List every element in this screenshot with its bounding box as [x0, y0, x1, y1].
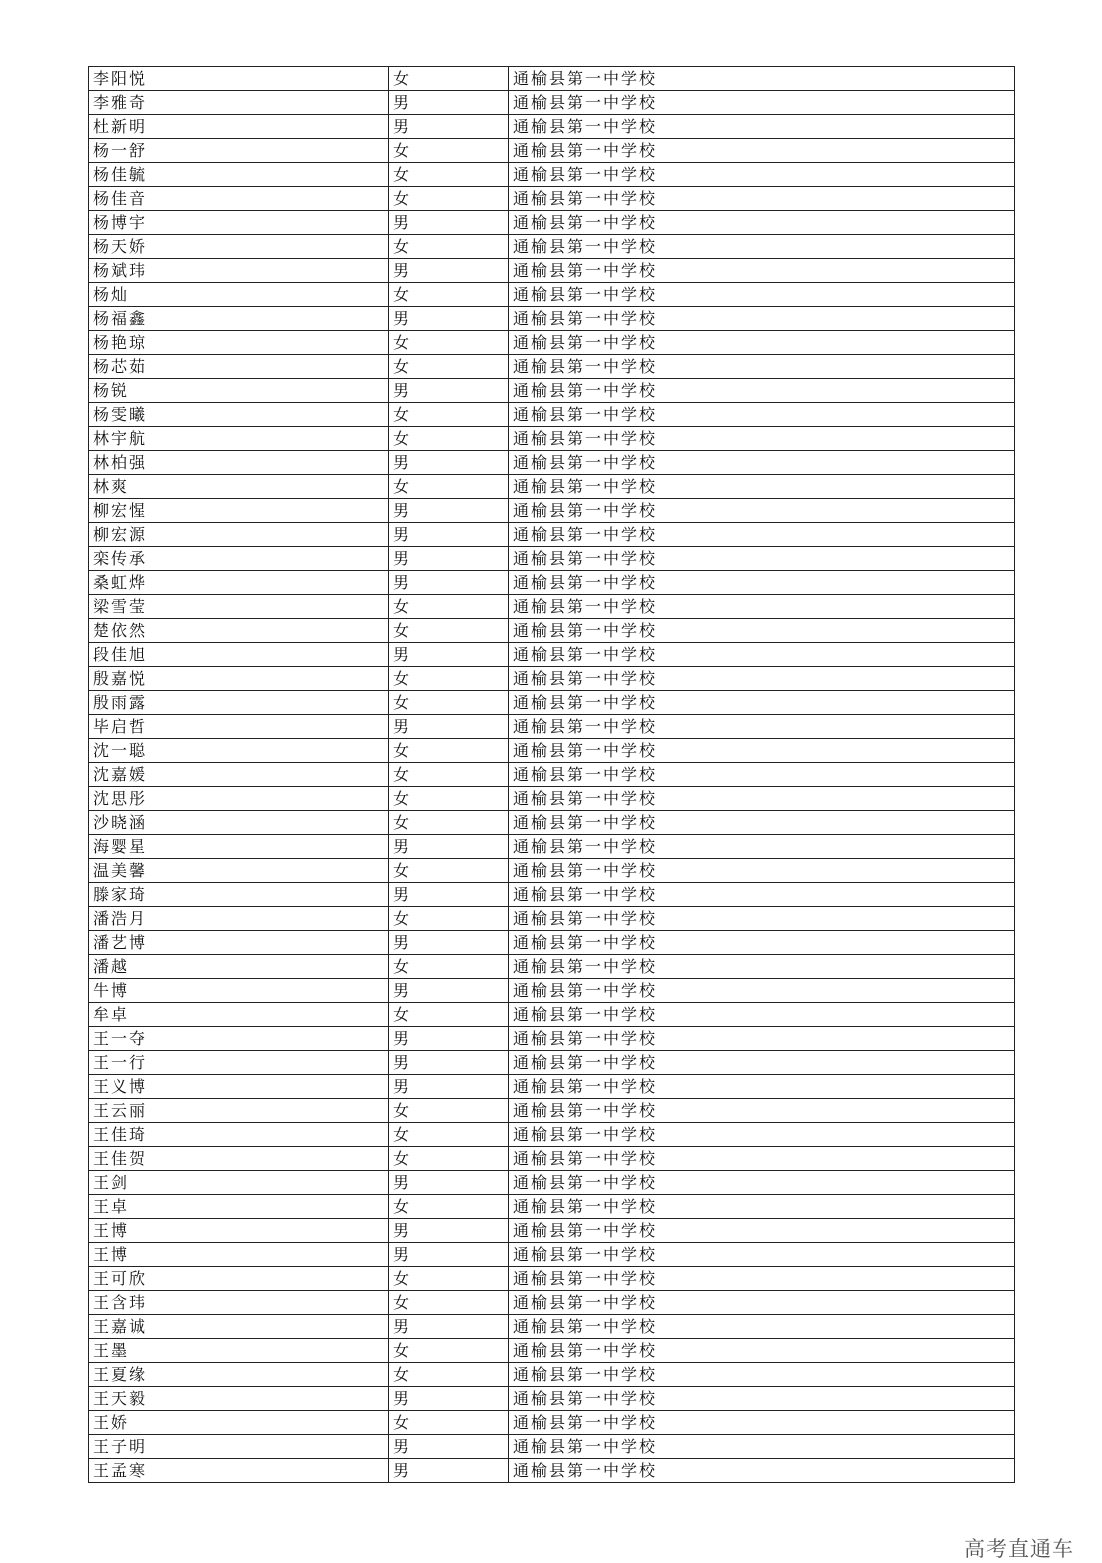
table-row — [89, 475, 1015, 499]
gender-cell: 男 — [389, 259, 509, 283]
gender-cell: 男 — [389, 931, 509, 955]
gender-cell: 女 — [389, 1123, 509, 1147]
table-row — [89, 355, 1015, 379]
school-cell: 通榆县第一中学校 — [509, 307, 1015, 331]
school-cell: 通榆县第一中学校 — [509, 1171, 1015, 1195]
table-row — [89, 1267, 1015, 1291]
school-cell: 通榆县第一中学校 — [509, 571, 1015, 595]
school-cell: 通榆县第一中学校 — [509, 355, 1015, 379]
school-cell: 通榆县第一中学校 — [509, 763, 1015, 787]
table-row — [89, 547, 1015, 571]
school-cell: 通榆县第一中学校 — [509, 283, 1015, 307]
gender-cell: 女 — [389, 1195, 509, 1219]
school-cell: 通榆县第一中学校 — [509, 1363, 1015, 1387]
school-cell: 通榆县第一中学校 — [509, 1267, 1015, 1291]
gender-cell: 女 — [389, 907, 509, 931]
table-row — [89, 1171, 1015, 1195]
table-row — [89, 739, 1015, 763]
gender-cell: 女 — [389, 1411, 509, 1435]
gender-cell: 男 — [389, 91, 509, 115]
gender-cell: 女 — [389, 67, 509, 91]
student-name-cell: 毕启哲 — [89, 715, 389, 739]
gender-cell: 男 — [389, 523, 509, 547]
student-name-cell: 沈嘉媛 — [89, 763, 389, 787]
gender-cell: 女 — [389, 739, 509, 763]
student-name-cell: 王一夺 — [89, 1027, 389, 1051]
student-name-cell: 王一行 — [89, 1051, 389, 1075]
school-cell: 通榆县第一中学校 — [509, 739, 1015, 763]
gender-cell: 女 — [389, 619, 509, 643]
student-name-cell: 栾传承 — [89, 547, 389, 571]
school-cell: 通榆县第一中学校 — [509, 211, 1015, 235]
school-cell: 通榆县第一中学校 — [509, 1003, 1015, 1027]
watermark-text: 高考直通车 — [964, 1537, 1074, 1561]
student-name-cell: 殷雨露 — [89, 691, 389, 715]
student-name-cell: 潘越 — [89, 955, 389, 979]
student-name-cell: 王博 — [89, 1243, 389, 1267]
gender-cell: 女 — [389, 283, 509, 307]
table-row — [89, 571, 1015, 595]
school-cell: 通榆县第一中学校 — [509, 427, 1015, 451]
student-name-cell: 王孟寒 — [89, 1459, 389, 1483]
table-row — [89, 1195, 1015, 1219]
school-cell: 通榆县第一中学校 — [509, 859, 1015, 883]
table-row — [89, 763, 1015, 787]
gender-cell: 男 — [389, 547, 509, 571]
school-cell: 通榆县第一中学校 — [509, 499, 1015, 523]
student-name-cell: 潘浩月 — [89, 907, 389, 931]
school-cell: 通榆县第一中学校 — [509, 115, 1015, 139]
roster-body — [89, 67, 1015, 1483]
gender-cell: 男 — [389, 715, 509, 739]
table-row — [89, 1051, 1015, 1075]
student-name-cell: 梁雪莹 — [89, 595, 389, 619]
gender-cell: 男 — [389, 1435, 509, 1459]
student-name-cell: 殷嘉悦 — [89, 667, 389, 691]
student-name-cell: 王子明 — [89, 1435, 389, 1459]
school-cell: 通榆县第一中学校 — [509, 163, 1015, 187]
school-cell: 通榆县第一中学校 — [509, 1075, 1015, 1099]
gender-cell: 男 — [389, 1387, 509, 1411]
table-row — [89, 1339, 1015, 1363]
school-cell: 通榆县第一中学校 — [509, 907, 1015, 931]
gender-cell: 女 — [389, 667, 509, 691]
student-name-cell: 海婴星 — [89, 835, 389, 859]
school-cell: 通榆县第一中学校 — [509, 1243, 1015, 1267]
student-name-cell: 杨斌玮 — [89, 259, 389, 283]
student-name-cell: 王夏缘 — [89, 1363, 389, 1387]
school-cell: 通榆县第一中学校 — [509, 643, 1015, 667]
student-name-cell: 柳宏惺 — [89, 499, 389, 523]
school-cell: 通榆县第一中学校 — [509, 691, 1015, 715]
student-name-cell: 王墨 — [89, 1339, 389, 1363]
student-name-cell: 王义博 — [89, 1075, 389, 1099]
school-cell: 通榆县第一中学校 — [509, 1435, 1015, 1459]
gender-cell: 女 — [389, 595, 509, 619]
school-cell: 通榆县第一中学校 — [509, 187, 1015, 211]
table-row — [89, 1075, 1015, 1099]
school-cell: 通榆县第一中学校 — [509, 715, 1015, 739]
school-cell: 通榆县第一中学校 — [509, 1195, 1015, 1219]
student-name-cell: 杨雯曦 — [89, 403, 389, 427]
gender-cell: 男 — [389, 835, 509, 859]
student-name-cell: 林柏强 — [89, 451, 389, 475]
table-row — [89, 235, 1015, 259]
table-row — [89, 1243, 1015, 1267]
table-row — [89, 1363, 1015, 1387]
gender-cell: 女 — [389, 427, 509, 451]
school-cell: 通榆县第一中学校 — [509, 403, 1015, 427]
gender-cell: 男 — [389, 1051, 509, 1075]
table-row — [89, 595, 1015, 619]
student-name-cell: 杨灿 — [89, 283, 389, 307]
table-row — [89, 955, 1015, 979]
school-cell: 通榆县第一中学校 — [509, 619, 1015, 643]
student-name-cell: 杨福鑫 — [89, 307, 389, 331]
school-cell: 通榆县第一中学校 — [509, 1123, 1015, 1147]
school-cell: 通榆县第一中学校 — [509, 1315, 1015, 1339]
gender-cell: 女 — [389, 691, 509, 715]
student-name-cell: 杜新明 — [89, 115, 389, 139]
gender-cell: 女 — [389, 811, 509, 835]
table-row — [89, 1291, 1015, 1315]
gender-cell: 男 — [389, 1075, 509, 1099]
table-row — [89, 379, 1015, 403]
school-cell: 通榆县第一中学校 — [509, 1387, 1015, 1411]
gender-cell: 女 — [389, 1147, 509, 1171]
school-cell: 通榆县第一中学校 — [509, 1459, 1015, 1483]
gender-cell: 女 — [389, 1267, 509, 1291]
table-row — [89, 691, 1015, 715]
school-cell: 通榆县第一中学校 — [509, 667, 1015, 691]
school-cell: 通榆县第一中学校 — [509, 1291, 1015, 1315]
student-name-cell: 潘艺博 — [89, 931, 389, 955]
table-row — [89, 67, 1015, 91]
table-row — [89, 1123, 1015, 1147]
student-name-cell: 杨天娇 — [89, 235, 389, 259]
table-row — [89, 907, 1015, 931]
student-name-cell: 沙晓涵 — [89, 811, 389, 835]
table-row — [89, 1387, 1015, 1411]
table-row — [89, 883, 1015, 907]
table-row — [89, 1027, 1015, 1051]
gender-cell: 男 — [389, 115, 509, 139]
gender-cell: 女 — [389, 355, 509, 379]
table-row — [89, 835, 1015, 859]
school-cell: 通榆县第一中学校 — [509, 1219, 1015, 1243]
student-name-cell: 王博 — [89, 1219, 389, 1243]
school-cell: 通榆县第一中学校 — [509, 595, 1015, 619]
school-cell: 通榆县第一中学校 — [509, 331, 1015, 355]
gender-cell: 男 — [389, 1459, 509, 1483]
table-row — [89, 619, 1015, 643]
table-row — [89, 811, 1015, 835]
table-row — [89, 643, 1015, 667]
school-cell: 通榆县第一中学校 — [509, 979, 1015, 1003]
student-name-cell: 杨锐 — [89, 379, 389, 403]
student-name-cell: 柳宏源 — [89, 523, 389, 547]
student-name-cell: 桑虹烨 — [89, 571, 389, 595]
school-cell: 通榆县第一中学校 — [509, 955, 1015, 979]
school-cell: 通榆县第一中学校 — [509, 1411, 1015, 1435]
table-row — [89, 187, 1015, 211]
student-roster-table — [88, 66, 1015, 1483]
gender-cell: 女 — [389, 1003, 509, 1027]
gender-cell: 女 — [389, 187, 509, 211]
gender-cell: 男 — [389, 1243, 509, 1267]
gender-cell: 男 — [389, 1315, 509, 1339]
school-cell: 通榆县第一中学校 — [509, 835, 1015, 859]
school-cell: 通榆县第一中学校 — [509, 67, 1015, 91]
gender-cell: 女 — [389, 163, 509, 187]
student-name-cell: 王天毅 — [89, 1387, 389, 1411]
gender-cell: 男 — [389, 451, 509, 475]
gender-cell: 女 — [389, 1099, 509, 1123]
gender-cell: 女 — [389, 475, 509, 499]
gender-cell: 男 — [389, 1027, 509, 1051]
school-cell: 通榆县第一中学校 — [509, 523, 1015, 547]
gender-cell: 女 — [389, 235, 509, 259]
gender-cell: 男 — [389, 643, 509, 667]
table-row — [89, 451, 1015, 475]
student-name-cell: 王嘉诚 — [89, 1315, 389, 1339]
school-cell: 通榆县第一中学校 — [509, 235, 1015, 259]
student-name-cell: 王佳琦 — [89, 1123, 389, 1147]
student-name-cell: 王含玮 — [89, 1291, 389, 1315]
student-name-cell: 沈思彤 — [89, 787, 389, 811]
table-row — [89, 1435, 1015, 1459]
student-name-cell: 王卓 — [89, 1195, 389, 1219]
table-row — [89, 1219, 1015, 1243]
school-cell: 通榆县第一中学校 — [509, 379, 1015, 403]
school-cell: 通榆县第一中学校 — [509, 811, 1015, 835]
student-name-cell: 李雅奇 — [89, 91, 389, 115]
school-cell: 通榆县第一中学校 — [509, 1339, 1015, 1363]
gender-cell: 男 — [389, 307, 509, 331]
school-cell: 通榆县第一中学校 — [509, 1099, 1015, 1123]
gender-cell: 男 — [389, 1171, 509, 1195]
gender-cell: 男 — [389, 499, 509, 523]
school-cell: 通榆县第一中学校 — [509, 883, 1015, 907]
student-name-cell: 杨芯茹 — [89, 355, 389, 379]
table-row — [89, 787, 1015, 811]
student-name-cell: 杨一舒 — [89, 139, 389, 163]
student-name-cell: 王可欣 — [89, 1267, 389, 1291]
table-row — [89, 139, 1015, 163]
school-cell: 通榆县第一中学校 — [509, 787, 1015, 811]
gender-cell: 男 — [389, 571, 509, 595]
table-row — [89, 307, 1015, 331]
gender-cell: 男 — [389, 883, 509, 907]
table-row — [89, 667, 1015, 691]
student-name-cell: 王娇 — [89, 1411, 389, 1435]
school-cell: 通榆县第一中学校 — [509, 1147, 1015, 1171]
table-row — [89, 283, 1015, 307]
student-name-cell: 沈一聪 — [89, 739, 389, 763]
table-row — [89, 523, 1015, 547]
table-row — [89, 259, 1015, 283]
school-cell: 通榆县第一中学校 — [509, 139, 1015, 163]
school-cell: 通榆县第一中学校 — [509, 451, 1015, 475]
student-name-cell: 温美馨 — [89, 859, 389, 883]
student-name-cell: 王佳贺 — [89, 1147, 389, 1171]
student-name-cell: 林爽 — [89, 475, 389, 499]
gender-cell: 男 — [389, 379, 509, 403]
table-row — [89, 1099, 1015, 1123]
school-cell: 通榆县第一中学校 — [509, 475, 1015, 499]
student-name-cell: 楚依然 — [89, 619, 389, 643]
table-row — [89, 931, 1015, 955]
student-name-cell: 牟卓 — [89, 1003, 389, 1027]
table-row — [89, 427, 1015, 451]
table-row — [89, 1459, 1015, 1483]
student-name-cell: 段佳旭 — [89, 643, 389, 667]
school-cell: 通榆县第一中学校 — [509, 547, 1015, 571]
gender-cell: 女 — [389, 1339, 509, 1363]
student-name-cell: 杨佳音 — [89, 187, 389, 211]
student-name-cell: 王云丽 — [89, 1099, 389, 1123]
student-name-cell: 杨艳琼 — [89, 331, 389, 355]
table-row — [89, 211, 1015, 235]
table-row — [89, 91, 1015, 115]
table-row — [89, 115, 1015, 139]
table-row — [89, 1003, 1015, 1027]
gender-cell: 男 — [389, 979, 509, 1003]
school-cell: 通榆县第一中学校 — [509, 259, 1015, 283]
table-row — [89, 331, 1015, 355]
table-row — [89, 1315, 1015, 1339]
student-name-cell: 杨博宇 — [89, 211, 389, 235]
table-row — [89, 859, 1015, 883]
gender-cell: 女 — [389, 1363, 509, 1387]
gender-cell: 女 — [389, 955, 509, 979]
gender-cell: 女 — [389, 787, 509, 811]
table-row — [89, 403, 1015, 427]
table-row — [89, 1147, 1015, 1171]
student-name-cell: 王剑 — [89, 1171, 389, 1195]
table-row — [89, 499, 1015, 523]
school-cell: 通榆县第一中学校 — [509, 91, 1015, 115]
gender-cell: 女 — [389, 763, 509, 787]
table-row — [89, 715, 1015, 739]
gender-cell: 女 — [389, 139, 509, 163]
school-cell: 通榆县第一中学校 — [509, 1027, 1015, 1051]
student-name-cell: 杨佳毓 — [89, 163, 389, 187]
student-name-cell: 滕家琦 — [89, 883, 389, 907]
gender-cell: 男 — [389, 211, 509, 235]
gender-cell: 女 — [389, 859, 509, 883]
school-cell: 通榆县第一中学校 — [509, 1051, 1015, 1075]
student-name-cell: 林宇航 — [89, 427, 389, 451]
table-row — [89, 979, 1015, 1003]
student-name-cell: 牛博 — [89, 979, 389, 1003]
gender-cell: 女 — [389, 403, 509, 427]
table-row — [89, 1411, 1015, 1435]
gender-cell: 女 — [389, 331, 509, 355]
table-row — [89, 163, 1015, 187]
gender-cell: 女 — [389, 1291, 509, 1315]
school-cell: 通榆县第一中学校 — [509, 931, 1015, 955]
student-name-cell: 李阳悦 — [89, 67, 389, 91]
gender-cell: 男 — [389, 1219, 509, 1243]
